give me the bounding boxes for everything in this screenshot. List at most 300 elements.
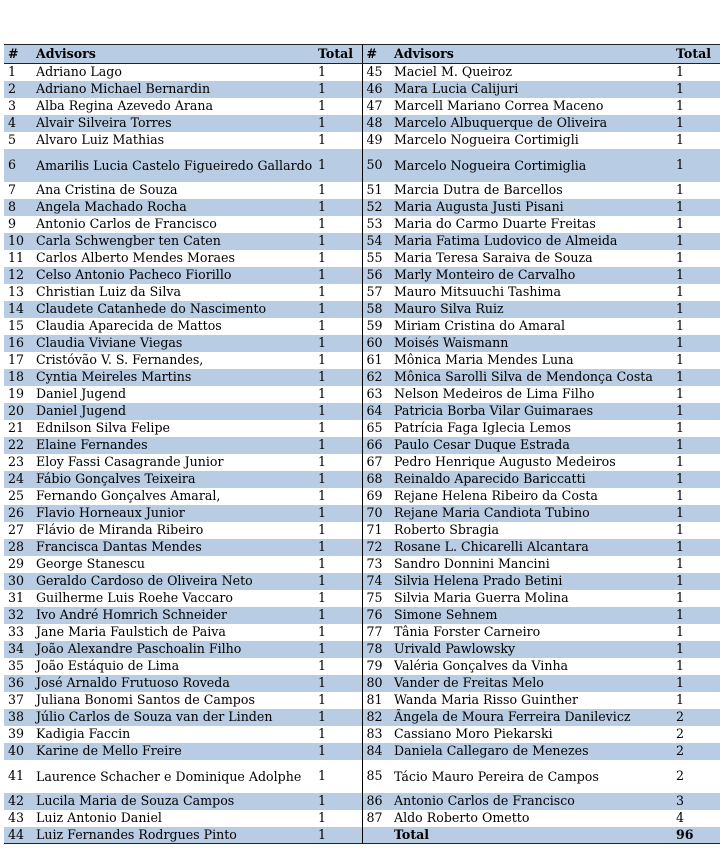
cell-right-num: 70 [362,505,390,522]
table-row [4,98,720,115]
cell-right-name: Miriam Cristina do Amaral [394,318,566,333]
cell-left-total: 1 [314,115,362,132]
table-row [4,641,720,658]
cell-left-name: Claudia Aparecida de Mattos [36,318,222,333]
cell-right-total: 1 [676,98,685,113]
cell-left-total: 1 [318,182,327,197]
cell-right-num: 63 [362,386,390,403]
cell-left-name: George Stanescu [36,556,146,571]
cell-right-num: 57 [362,284,390,301]
cell-right-name: Maria Teresa Saraiva de Souza [394,250,593,265]
cell-left-num: 10 [4,233,32,250]
cell-right-name: Aldo Roberto Ometto [394,810,530,825]
cell-right-num: 46 [362,81,390,98]
cell-left-num: 27 [8,522,25,537]
cell-right-num: 67 [362,454,390,471]
cell-left-name: Fábio Gonçalves Teixeira [32,471,314,488]
cell-right-num: 87 [362,810,390,827]
cell-left-name: Alvaro Luiz Mathias [36,132,165,147]
table-row [4,471,720,488]
cell-right-name: Marcelo Nogueira Cortimiglia [390,149,672,182]
cell-left-total: 1 [314,743,362,760]
cell-left-total: 1 [318,386,327,401]
cell-right-total: 1 [672,267,720,284]
cell-right-total: 2 [672,709,720,726]
table-row [4,352,720,369]
cell-left-name: Jane Maria Faulstich de Paiva [36,624,226,639]
cell-left-total: 1 [318,522,327,537]
cell-right-name: Maria Augusta Justi Pisani [390,199,672,216]
cell-left-name: Alba Regina Azevedo Arana [36,98,213,113]
table-row [4,454,720,471]
cell-right-num: 66 [362,437,390,454]
cell-left-name: Ana Cristina de Souza [36,182,178,197]
cell-left-num: 28 [4,539,32,556]
cell-left-num: 7 [8,182,17,197]
cell-right-name: Roberto Sbragia [394,522,500,537]
cell-left-num: 41 [8,768,25,783]
cell-right-total: 1 [676,522,685,537]
header-row [4,45,720,64]
table-row [4,658,720,675]
cell-left-name: Guilherme Luis Roehe Vaccaro [36,590,233,605]
cell-right-num: 47 [362,98,390,115]
cell-left-total: 1 [318,250,327,265]
cell-right-num: 72 [362,539,390,556]
cell-left-num: 18 [4,369,32,386]
cell-left-total: 1 [318,726,327,741]
table-row [4,743,720,760]
cell-left-num: 2 [4,81,32,98]
cell-left-name: Eloy Fassi Casagrande Junior [36,454,224,469]
cell-right-num: 62 [362,369,390,386]
cell-right-name: Mônica Maria Mendes Luna [394,352,574,367]
cell-left-name: Fernando Gonçalves Amaral, [36,488,221,503]
cell-right-name: Marcelo Albuquerque de Oliveira [390,115,672,132]
cell-right-total: 1 [676,454,685,469]
cell-left-num: 11 [8,250,25,265]
cell-right-total: 1 [676,420,685,435]
cell-right-total: 1 [676,318,685,333]
table-row [4,267,720,284]
table-row [4,827,720,844]
cell-left-total: 1 [314,675,362,692]
cell-left-name: Juliana Bonomi Santos de Campos [36,692,255,707]
cell-left-num: 42 [4,793,32,810]
table-row [4,607,720,624]
cell-left-num: 38 [4,709,32,726]
cell-right-name: Mauro Mitsuuchi Tashima [394,284,561,299]
cell-right-total: 1 [676,182,685,197]
header-advisors-right: Advisors [390,45,672,64]
cell-left-total: 1 [318,132,327,147]
cell-left-name: Francisca Dantas Mendes [32,539,314,556]
cell-right-num: 49 [362,132,390,149]
cell-left-num: 29 [8,556,25,571]
cell-right-name: Valéria Gonçalves da Vinha [394,658,569,673]
cell-left-name: Christian Luiz da Silva [36,284,181,299]
cell-right-num [362,827,390,844]
cell-left-num: 8 [4,199,32,216]
cell-right-num: 59 [362,318,390,335]
cell-right-num: 69 [362,488,390,505]
cell-right-name: Mara Lucia Calijuri [390,81,672,98]
cell-right-total: 1 [676,216,685,231]
cell-left-total: 1 [314,233,362,250]
cell-right-total: 1 [676,692,685,707]
cell-right-name: Marcia Dutra de Barcellos [394,182,563,197]
cell-right-name: Patrícia Faga Iglecia Lemos [394,420,571,435]
table-row [4,692,720,709]
cell-left-num: 9 [8,216,17,231]
cell-left-name: Cristóvão V. S. Fernandes, [36,352,204,367]
cell-right-total: 1 [672,607,720,624]
cell-left-total: 1 [314,301,362,318]
cell-right-num: 78 [362,641,390,658]
table-row [4,624,720,641]
cell-right-total: 1 [672,233,720,250]
header-num-left: # [4,45,32,64]
cell-right-num: 84 [362,743,390,760]
table-row [4,199,720,216]
cell-right-name: Vander de Freitas Melo [390,675,672,692]
cell-left-name: Angela Machado Rocha [32,199,314,216]
cell-left-name: Claudia Viviane Viegas [32,335,314,352]
cell-right-total: 3 [672,793,720,810]
cell-left-num: 31 [8,590,25,605]
table-row [4,522,720,539]
cell-right-num: 76 [362,607,390,624]
cell-left-total: 1 [314,827,362,844]
cell-left-total: 1 [318,692,327,707]
cell-left-num: 17 [8,352,25,367]
table-row [4,335,720,352]
cell-right-name: Daniela Callegaro de Menezes [390,743,672,760]
cell-left-num: 40 [4,743,32,760]
cell-right-num: 45 [362,64,390,81]
cell-right-total: 1 [676,556,685,571]
cell-right-num: 61 [362,352,390,369]
cell-left-num: 5 [8,132,17,147]
cell-right-total: 1 [672,81,720,98]
table-row [4,437,720,454]
cell-right-name: Rosane L. Chicarelli Alcantara [390,539,672,556]
cell-left-total: 1 [318,454,327,469]
cell-right-total: 2 [672,743,720,760]
cell-right-total: 1 [672,403,720,420]
cell-right-total: 1 [676,658,685,673]
cell-right-name: Sandro Donnini Mancini [394,556,550,571]
cell-right-name: Nelson Medeiros de Lima Filho [394,386,595,401]
cell-left-total: 1 [314,81,362,98]
table-row [4,216,720,233]
cell-right-name: Pedro Henrique Augusto Medeiros [394,454,616,469]
cell-left-num: 36 [4,675,32,692]
cell-left-num: 13 [8,284,25,299]
cell-left-num: 15 [8,318,25,333]
cell-left-total: 1 [314,437,362,454]
cell-right-total: 1 [672,573,720,590]
cell-right-name: Patricia Borba Vilar Guimaraes [390,403,672,420]
cell-right-num: 65 [362,420,390,437]
cell-left-name: Adriano Lago [36,64,122,80]
cell-left-total: 1 [318,590,327,605]
cell-right-num: 68 [362,471,390,488]
cell-left-name: Luiz Fernandes Rodrgues Pinto [32,827,314,844]
cell-left-num: 21 [8,420,25,435]
cell-left-name: Karine de Mello Freire [32,743,314,760]
cell-right-total: 1 [672,369,720,386]
cell-left-name: Geraldo Cardoso de Oliveira Neto [32,573,314,590]
cell-left-num: 24 [4,471,32,488]
cell-right-total: 1 [676,624,685,639]
cell-right-total: 1 [672,335,720,352]
table-row [4,556,720,573]
cell-left-total: 1 [318,420,327,435]
cell-left-name: Claudete Catanhede do Nascimento [32,301,314,318]
cell-right-total: 1 [672,115,720,132]
cell-right-name: Silvia Helena Prado Betini [390,573,672,590]
table-row [4,539,720,556]
cell-left-name: Luiz Antonio Daniel [36,810,162,825]
cell-left-total: 1 [314,641,362,658]
cell-left-name: Alvair Silveira Torres [32,115,314,132]
cell-right-name: Wanda Maria Risso Guinther [394,692,578,707]
cell-left-num: 23 [8,454,25,469]
cell-right-total: 1 [676,284,685,299]
cell-left-name: João Estáquio de Lima [36,658,180,673]
cell-left-name: João Alexandre Paschoalin Filho [32,641,314,658]
cell-right-num: 53 [362,216,390,233]
cell-right-num: 48 [362,115,390,132]
cell-right-num: 56 [362,267,390,284]
cell-right-num: 60 [362,335,390,352]
cell-left-total: 1 [314,335,362,352]
table-row [4,793,720,810]
cell-left-num: 43 [8,810,25,825]
cell-right-name: Moisés Waismann [390,335,672,352]
cell-left-num: 12 [4,267,32,284]
cell-left-total: 1 [318,624,327,639]
cell-right-total: 4 [676,810,685,825]
cell-left-name: Antonio Carlos de Francisco [36,216,217,231]
cell-right-name: Reinaldo Aparecido Bariccatti [390,471,672,488]
table-row [4,675,720,692]
cell-right-name: Total [390,827,672,844]
cell-right-num: 83 [362,726,390,743]
cell-right-total: 1 [676,488,685,503]
cell-left-total: 1 [314,505,362,522]
cell-right-name: Marcell Mariano Correa Maceno [394,98,604,113]
cell-right-name: Rejane Helena Ribeiro da Costa [394,488,598,503]
table-row [4,301,720,318]
cell-left-num: 39 [8,726,25,741]
cell-left-name: Kadigia Faccin [36,726,131,741]
cell-left-name: Júlio Carlos de Souza van der Linden [32,709,314,726]
cell-right-total: 1 [676,352,685,367]
table-row [4,505,720,522]
table-row [4,403,720,420]
cell-left-num: 26 [4,505,32,522]
table-row [4,420,720,437]
cell-right-num: 73 [362,556,390,573]
cell-right-name: Maria do Carmo Duarte Freitas [394,216,596,231]
cell-left-num: 25 [8,488,25,503]
cell-right-total: 1 [676,132,685,147]
cell-right-total: 2 [676,726,685,741]
cell-left-total: 1 [318,768,327,783]
table-row [4,233,720,250]
cell-left-total: 1 [318,284,327,299]
cell-left-name: Lucila Maria de Souza Campos [32,793,314,810]
cell-right-num: 82 [362,709,390,726]
cell-right-num: 64 [362,403,390,420]
cell-right-total: 1 [672,675,720,692]
cell-right-name: Tânia Forster Carneiro [394,624,541,639]
cell-right-num: 85 [362,760,390,793]
cell-left-name: Carlos Alberto Mendes Moraes [36,250,235,265]
cell-left-total: 1 [314,149,362,182]
cell-left-total: 1 [318,810,327,825]
table-row [4,488,720,505]
cell-right-name: Marcelo Nogueira Cortimigli [394,132,579,147]
cell-left-total: 1 [314,709,362,726]
cell-right-total: 1 [672,505,720,522]
cell-left-total: 1 [318,98,327,113]
header-num-right: # [362,45,390,64]
cell-right-num: 55 [362,250,390,267]
cell-right-name: Antonio Carlos de Francisco [390,793,672,810]
cell-left-total: 1 [318,556,327,571]
cell-right-total: 1 [672,437,720,454]
header-total-left: Total [314,45,362,64]
cell-left-num: 14 [4,301,32,318]
cell-right-total: 1 [676,386,685,401]
cell-right-name: Tácio Mauro Pereira de Campos [394,768,599,784]
cell-right-num: 81 [362,692,390,709]
cell-left-num: 22 [4,437,32,454]
cell-left-num: 20 [4,403,32,420]
table-row [4,284,720,301]
table-row [4,386,720,403]
cell-right-num: 52 [362,199,390,216]
cell-left-total: 1 [318,318,327,333]
cell-right-name: Maria Fatima Ludovico de Almeida [390,233,672,250]
cell-left-total: 1 [318,64,327,80]
cell-right-name: Mauro Silva Ruiz [390,301,672,318]
cell-right-total: 2 [676,768,685,783]
table-row [4,760,720,793]
table-row [4,369,720,386]
table-row [4,81,720,98]
cell-left-num: 4 [4,115,32,132]
cell-left-num: 30 [4,573,32,590]
cell-left-total: 1 [314,607,362,624]
cell-left-name: Celso Antonio Pacheco Fiorillo [32,267,314,284]
cell-left-num: 3 [8,98,17,113]
cell-right-name: Simone Sehnem [390,607,672,624]
cell-left-name: Cyntia Meireles Martins [32,369,314,386]
cell-right-name: Ângela de Moura Ferreira Danilevicz [390,709,672,726]
table-row [4,318,720,335]
cell-right-total: 1 [672,539,720,556]
table-row [4,590,720,607]
cell-left-num: 34 [4,641,32,658]
table-row [4,182,720,199]
cell-left-name: Carla Schwengber ten Caten [32,233,314,250]
cell-left-num: 6 [4,149,32,182]
cell-left-name: Ednilson Silva Felipe [36,420,170,435]
cell-right-num: 86 [362,793,390,810]
cell-left-num: 35 [8,658,25,673]
cell-right-name: Marly Monteiro de Carvalho [390,267,672,284]
cell-left-name: Adriano Michael Bernardin [32,81,314,98]
cell-left-total: 1 [314,369,362,386]
cell-left-num: 1 [8,64,17,80]
cell-right-total: 1 [676,590,685,605]
cell-left-name: Elaine Fernandes [32,437,314,454]
cell-left-total: 1 [314,539,362,556]
cell-right-name: Maciel M. Queiroz [394,64,513,80]
cell-left-name: Daniel Jugend [32,403,314,420]
cell-left-total: 1 [318,216,327,231]
cell-left-num: 44 [4,827,32,844]
cell-right-name: Silvia Maria Guerra Molina [394,590,569,605]
cell-left-total: 1 [318,352,327,367]
table-row [4,250,720,267]
cell-right-num: 54 [362,233,390,250]
table-row [4,726,720,743]
cell-right-total: 1 [672,199,720,216]
table-row [4,573,720,590]
header-total-right: Total [672,45,720,64]
table-row [4,64,720,81]
cell-right-total: 1 [672,641,720,658]
cell-right-num: 50 [362,149,390,182]
table-body [4,64,720,844]
cell-right-total: 1 [676,64,685,80]
advisors-table [4,44,720,844]
table-row [4,709,720,726]
table-row [4,149,720,182]
cell-left-total: 1 [314,793,362,810]
cell-left-total: 1 [318,488,327,503]
cell-left-name: Laurence Schacher e Dominique Adolphe [36,768,302,784]
cell-left-num: 33 [8,624,25,639]
cell-left-name: Ivo André Homrich Schneider [32,607,314,624]
cell-right-total: 1 [672,149,720,182]
cell-left-total: 1 [314,573,362,590]
cell-right-name: Cassiano Moro Piekarski [394,726,553,741]
cell-left-total: 1 [314,199,362,216]
cell-right-name: Mônica Sarolli Silva de Mendonça Costa [390,369,672,386]
cell-right-num: 80 [362,675,390,692]
cell-right-total: 1 [672,301,720,318]
cell-right-name: Urivald Pawlowsky [390,641,672,658]
cell-left-num: 32 [4,607,32,624]
cell-right-num: 71 [362,522,390,539]
header-advisors-left: Advisors [32,45,314,64]
cell-right-total: 1 [672,471,720,488]
cell-right-num: 77 [362,624,390,641]
cell-left-name: José Arnaldo Frutuoso Roveda [32,675,314,692]
cell-left-total: 1 [314,403,362,420]
cell-left-name: Amarilis Lucia Castelo Figueiredo Gallardo [32,149,314,182]
cell-left-total: 1 [314,267,362,284]
cell-right-num: 79 [362,658,390,675]
cell-left-name: Flávio de Miranda Ribeiro [36,522,204,537]
table-row [4,115,720,132]
